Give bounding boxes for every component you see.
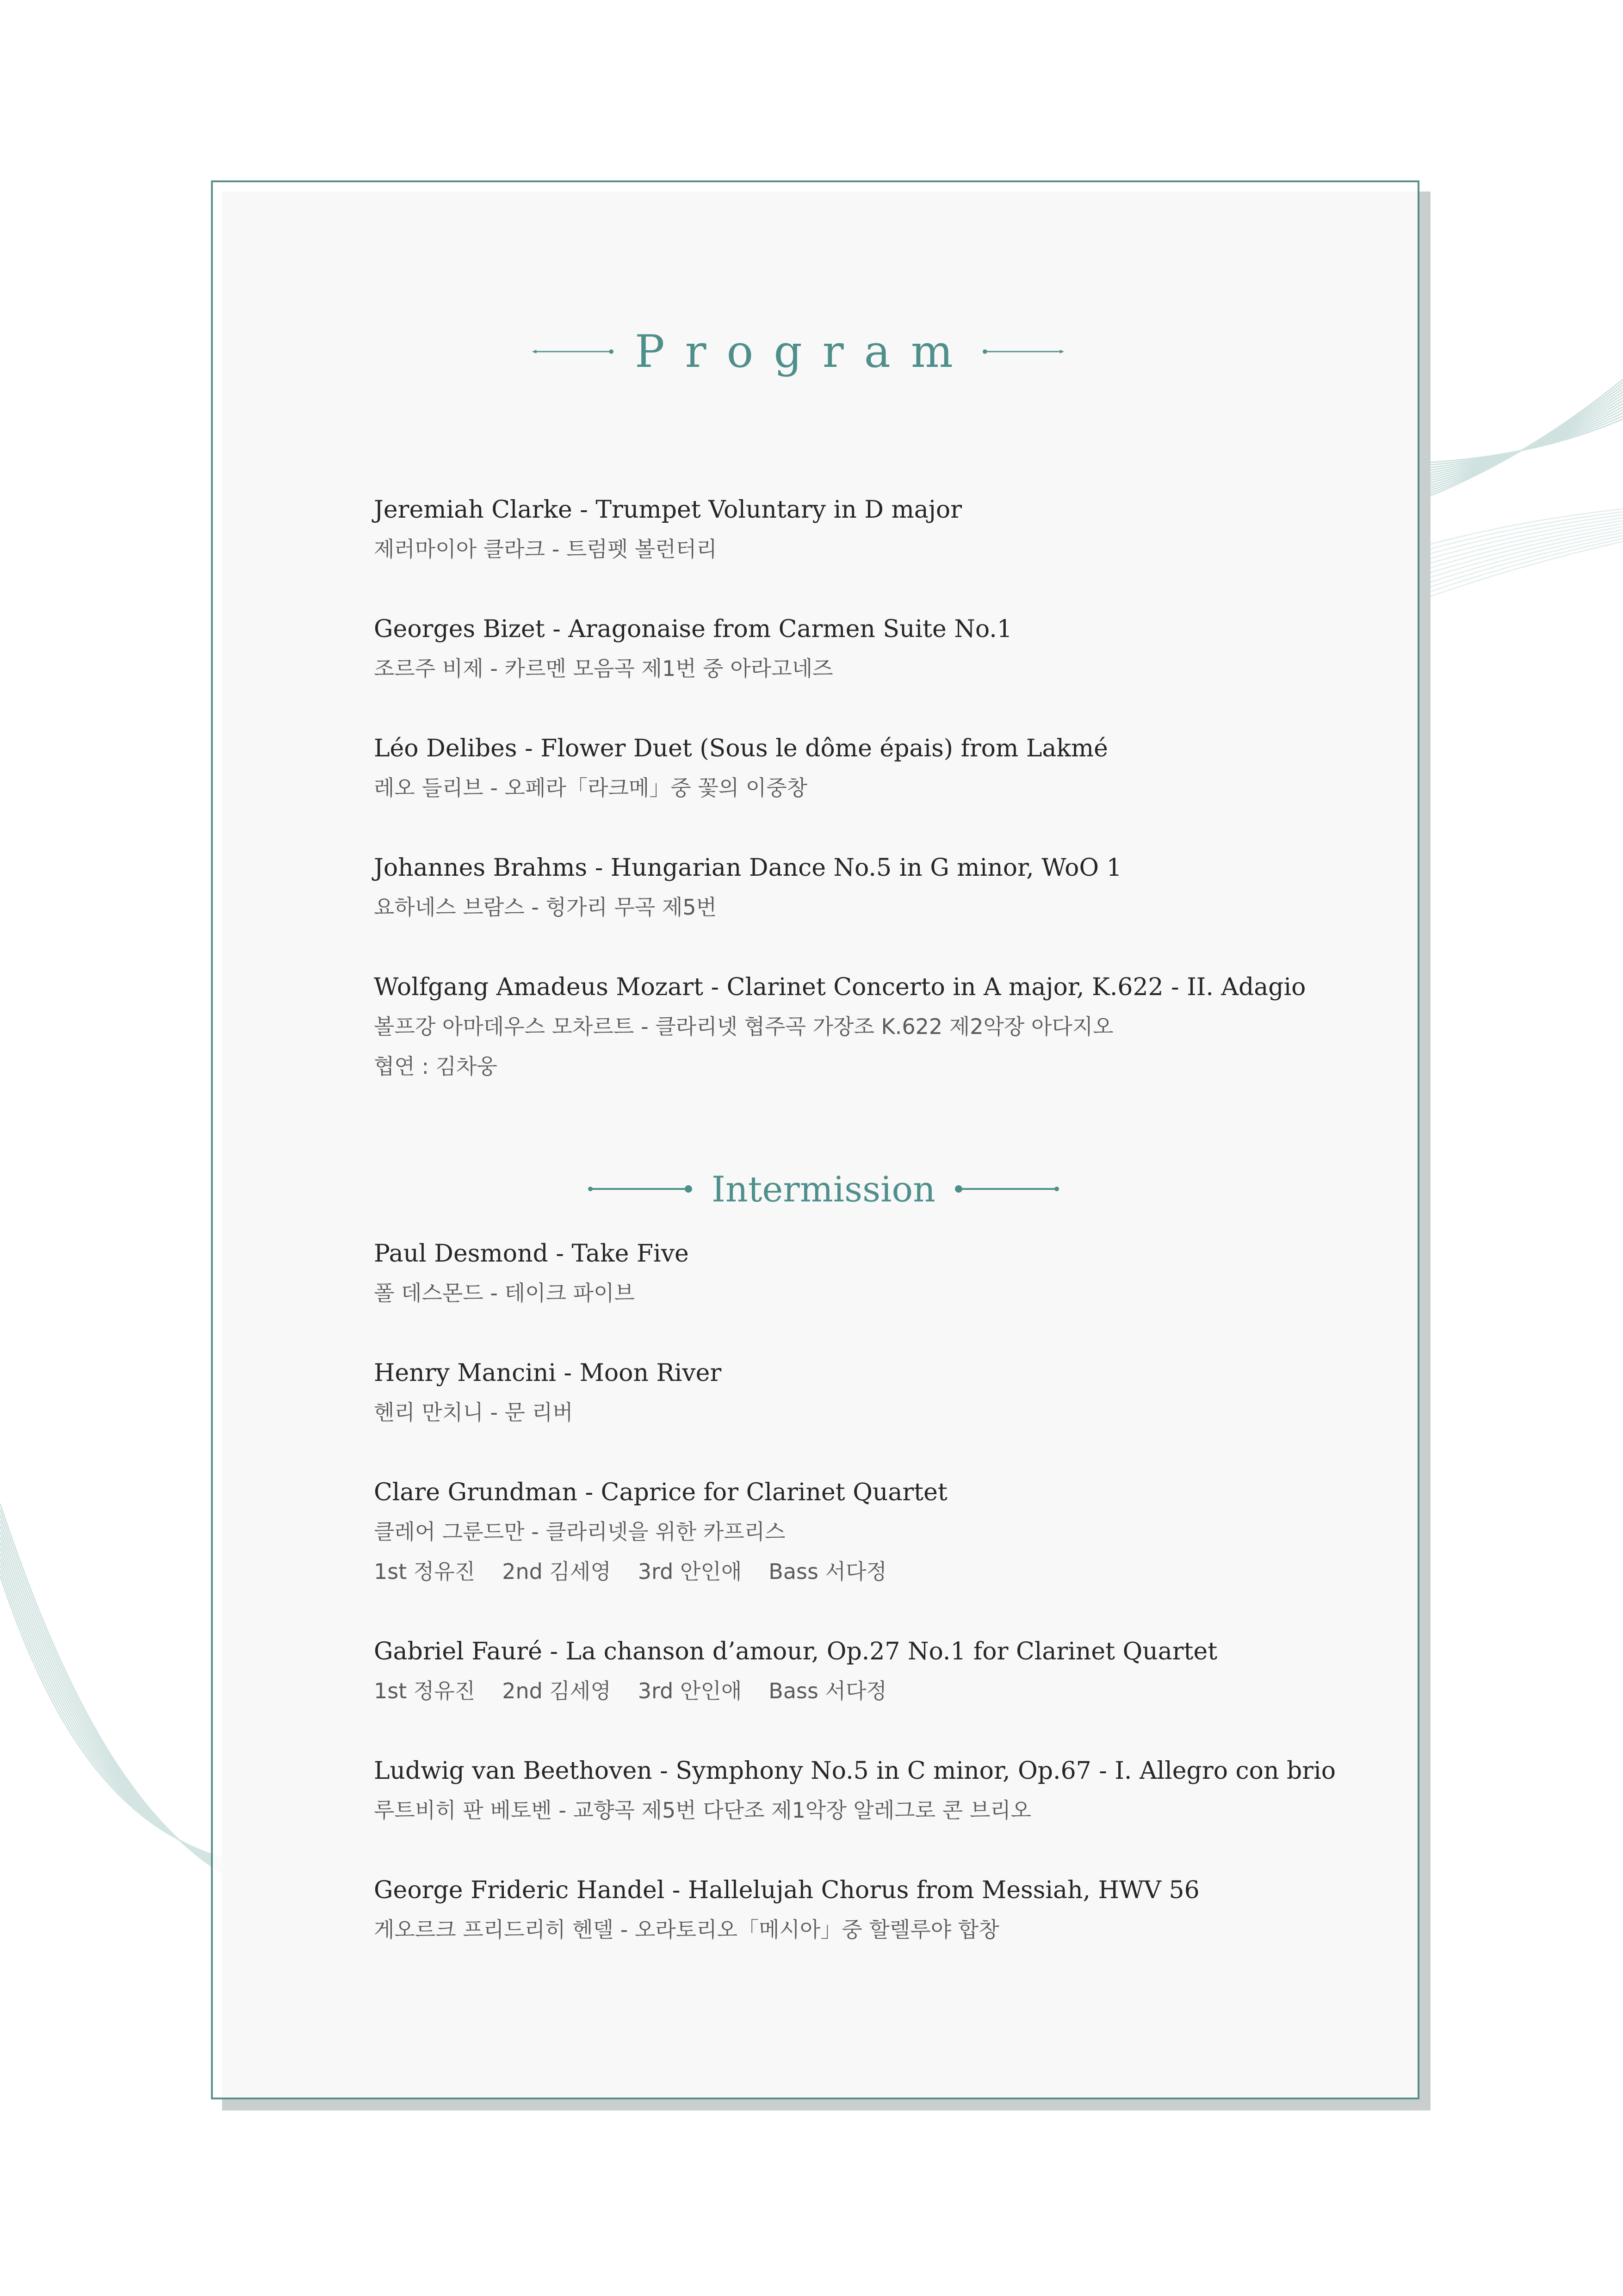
right-ornament-line — [980, 345, 1064, 359]
program-item — [374, 1473, 1382, 1591]
piece-title-ko: 조르주 비제 - 카르멘 모음곡 제1번 중 아라고네즈 — [374, 656, 833, 681]
performer: Bass 서다정 — [768, 1559, 887, 1584]
piece-title-ko: 제러마이아 클라크 - 트럼펫 볼런터리 — [374, 537, 717, 562]
piece-title-ko: 폴 데스몬드 - 테이크 파이브 — [374, 1281, 635, 1306]
piece-title-ko: 게오르크 프리드리히 헨델 - 오라토리오「메시아」중 할렐루야 합창 — [374, 1917, 999, 1942]
piece-title-en: Clare Grundman - Caprice for Clarinet Quartet — [374, 1479, 948, 1506]
piece-title-ko: 요하네스 브람스 - 헝가리 무곡 제5번 — [374, 895, 717, 920]
program-list — [374, 490, 1382, 1990]
piece-title-en: George Frideric Handel - Hallelujah Chorus from Messiah, HWV 56 — [374, 1876, 1200, 1904]
program-item — [374, 848, 1382, 927]
page-title: Program — [635, 326, 973, 378]
performer: 1st 정유진 — [374, 1678, 476, 1703]
left-ornament-line — [532, 345, 616, 359]
piece-title-en: Wolfgang Amadeus Mozart - Clarinet Concerto in A major, K.622 - II. Adagio — [374, 973, 1306, 1001]
piece-title-ko: 루트비히 판 베토벤 - 교향곡 제5번 다단조 제1악장 알레그로 콘 브리오 — [374, 1798, 1032, 1823]
piece-title-ko: 클레어 그룬드만 - 클라리넷을 위한 카프리스 — [374, 1519, 786, 1544]
piece-title-en: Gabriel Fauré - La chanson d’amour, Op.27 No.1 for Clarinet Quartet — [374, 1638, 1218, 1665]
program-item — [374, 729, 1382, 808]
performer: Bass 서다정 — [768, 1678, 887, 1703]
piece-title-en: Jeremiah Clarke - Trumpet Voluntary in D major — [374, 496, 962, 524]
piece-title-ko: 레오 들리브 - 오페라「라크메」중 꽃의 이중창 — [374, 775, 808, 800]
intermission-title: Intermission — [711, 1168, 936, 1210]
performer-list — [374, 1552, 1382, 1591]
program-item — [374, 610, 1382, 688]
program-item — [374, 968, 1382, 1086]
program-heading — [532, 315, 1064, 389]
program-item — [374, 1751, 1382, 1830]
piece-title-en: Georges Bizet - Aragonaise from Carmen Suite No.1 — [374, 615, 1012, 643]
piece-title-en: Ludwig van Beethoven - Symphony No.5 in C minor, Op.67 - I. Allegro con brio — [374, 1757, 1336, 1785]
program-item — [374, 490, 1382, 569]
performer-list — [374, 1671, 1382, 1711]
piece-title-ko: 헨리 만치니 - 문 리버 — [374, 1400, 573, 1425]
piece-title-en: Johannes Brahms - Hungarian Dance No.5 in G minor, WoO 1 — [374, 854, 1122, 882]
piece-title-en: Henry Mancini - Moon River — [374, 1359, 722, 1387]
piece-title-en: Léo Delibes - Flower Duet (Sous le dôme épais) from Lakmé — [374, 735, 1108, 762]
program-item — [374, 1354, 1382, 1432]
program-item — [374, 1871, 1382, 1949]
performer: 1st 정유진 — [374, 1559, 476, 1584]
performer: 2nd 김세영 — [502, 1678, 611, 1703]
performer: 3rd 안인애 — [638, 1559, 742, 1584]
soloist-note: 협연 : 김차웅 — [374, 1054, 497, 1079]
program-item — [374, 1632, 1382, 1711]
performer: 3rd 안인애 — [638, 1678, 742, 1703]
piece-title-ko: 볼프강 아마데우스 모차르트 - 클라리넷 협주곡 가장조 K.622 제2악장 아다지오 — [374, 1014, 1114, 1039]
performer: 2nd 김세영 — [502, 1559, 611, 1584]
piece-title-en: Paul Desmond - Take Five — [374, 1240, 689, 1268]
program-item — [374, 1234, 1382, 1313]
